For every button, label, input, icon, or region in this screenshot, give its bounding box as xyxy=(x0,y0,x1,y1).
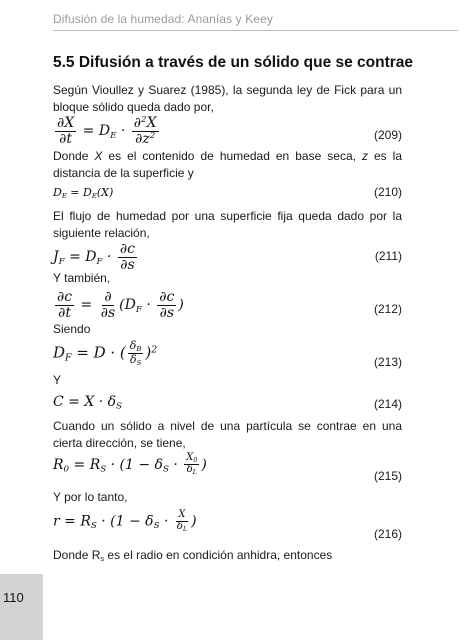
paragraph-flux: El flujo de humedad por una superficie fija queda dado por la siguiente relación, xyxy=(53,209,402,240)
equation-number-212: (212) xyxy=(373,302,402,316)
paragraph-being: Siendo xyxy=(53,322,91,336)
equation-215: $R_0 = R_S \cdot (1 - \delta_S$ · $\frac{X_0}{\delta_L}$ ) xyxy=(53,452,207,477)
equation-number-210: (210) xyxy=(373,185,402,199)
equation-210: $D_E = D_E(X)$ xyxy=(53,186,114,201)
header-rule xyxy=(53,30,458,31)
equation-212: $\frac{\partial c}{\partial t}$ = $\frac{\partial}{\partial s}$ ($D_F$ · $\frac{\partial c}{\partial s}$ ) xyxy=(57,289,184,321)
equation-209: $\frac{\partial X}{\partial t}$ = $D_E$ · $\frac{\partial^2X}{\partial z^2}$ xyxy=(57,115,157,147)
paragraph-also: Y también, xyxy=(53,271,111,285)
running-header: Difusión de la humedad: Ananías y Keey xyxy=(53,12,273,26)
equation-number-213: (213) xyxy=(373,355,402,369)
equation-number-215: (215) xyxy=(373,469,402,483)
equation-213: $D_F = D$ · ( $\frac{\delta_B}{\delta_S}$ )$^2$ xyxy=(53,339,158,368)
paragraph-anhydrous-radius: Donde $R_s$ es el radio en condición anhidra, entonces xyxy=(53,548,333,564)
paragraph-therefore: Y por lo tanto, xyxy=(53,490,128,504)
paragraph-definitions: Donde X es el contenido de humedad en base seca, z es la distancia de la superficie y xyxy=(53,149,402,180)
page-number-tab xyxy=(0,574,43,640)
equation-216: $r = R_S \cdot (1 - \delta_S$ · $\frac{X}{\delta_L}$ ) xyxy=(53,509,197,533)
equation-number-216: (216) xyxy=(373,527,402,541)
equation-number-211: (211) xyxy=(374,249,402,263)
paragraph-and: Y xyxy=(53,373,62,387)
equation-number-214: (214) xyxy=(373,397,402,411)
section-title: 5.5 Difusión a través de un sólido que se contrae xyxy=(53,54,414,71)
equation-211: $J_F = D_F$ · $\frac{\partial c}{\partial s}$ xyxy=(53,241,135,273)
paragraph-fick-law: Según Vioullez y Suarez (1985), la segunda ley de Fick para un bloque sólido queda dado por, xyxy=(53,83,402,114)
page-number: 110 xyxy=(3,590,24,605)
equation-number-209: (209) xyxy=(373,128,402,142)
paragraph-shrinkage: Cuando un sólido a nivel de una partícula se contrae en una cierta dirección, se tiene, xyxy=(53,419,402,450)
equation-214: $C = X \cdot \delta_S$ xyxy=(53,394,123,412)
